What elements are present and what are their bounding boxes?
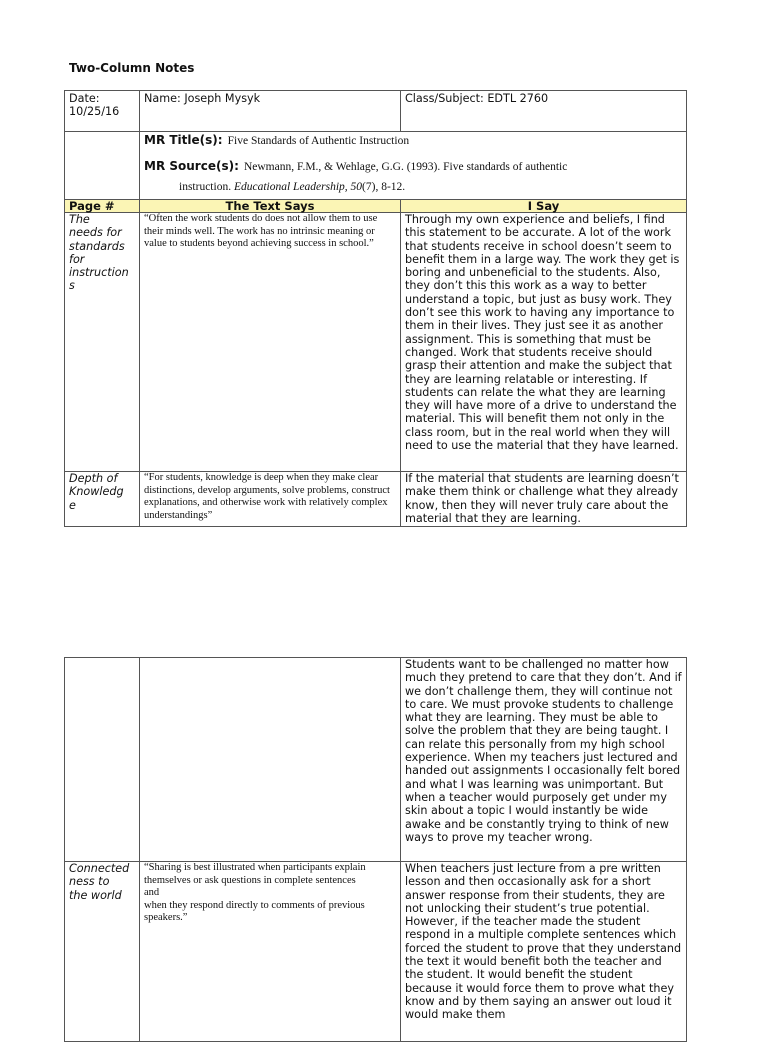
page-cell [65,213,140,472]
notes-table-page1 [64,90,687,527]
text-line: speakers.” [144,912,188,924]
text-says-cell: “For students, knowledge is deep when they make clear distinctions, develop arguments, solve problems, construct explanations, and otherwise work with relatively complex understandings” [140,472,401,527]
i-say-cell: If the material that students are learning doesn’t make them think or challenge what they already know, then they will never truly care about the material that they are learning. [401,472,687,527]
page-line: for [69,252,85,266]
text-says-cell: “Often the work students do does not allow them to use their minds well. The work has no intrinsic meaning or value to students beyond achieving success in school.” [140,213,401,472]
page-line: s [69,279,75,293]
page-line: the world [69,888,122,902]
mr-source-value: Newmann, F.M., & Wehlage, G.G. (1993). Five standards of authentic [243,161,568,173]
page-cell [65,658,140,862]
text-line: “Sharing is best illustrated when participants explain [144,862,366,873]
text-says-cell [140,658,401,862]
citation-line [144,180,682,194]
i-say-cell: Through my own experience and beliefs, I find this statement to be accurate. A lot of the work that students receive in school doesn’t seem to benefit them in a large way. The work they get is boring and unbeneficial to the students. Also, they don’t this this work as a way to better understand a topic, but just as busy work. They don’t see this work to having any importance to them in their lives. They just see it as another assignment. This is something that must be changed. Work that students receive should grasp their attention and make the subject that they are learning relatable or interesting. If students can relate the what they are learning they will have more of a drive to understand the material. This will benefit them not only in the class room, but in the real world when they will need to use the material that they have learned. [401,213,687,472]
citation-plain: instruction. [179,181,232,193]
citation-journal: Educational Leadership, 50 [233,181,363,193]
page-line: needs for [69,226,122,240]
column-header-row [65,200,687,213]
document-title: Two-Column Notes [69,61,195,75]
mr-title-line [144,132,682,158]
mr-source-label: MR Source(s): [144,159,239,173]
citation-rest: (7), 8-12. [362,181,406,193]
date-value: 10/25/16 [69,105,120,119]
info-row [65,91,687,132]
text-line: and [144,887,160,899]
mr-empty-cell [65,132,140,200]
notes-table-page2 [64,657,687,1042]
mr-title-label: MR Title(s): [144,133,223,147]
table-row [65,658,687,862]
page-line: Knowledg [69,485,124,499]
mr-cell [140,132,687,200]
text-says-cell [140,862,401,1042]
table-row [65,213,687,472]
date-label: Date: [69,92,100,105]
text-line: themselves or ask questions in complete sentences [144,874,356,886]
col-text-says-header: The Text Says [140,200,401,213]
page-line: Connected [69,862,130,875]
mr-title-value: Five Standards of Authentic Instruction [227,135,410,147]
page-line: standards [69,239,125,253]
page-cell [65,472,140,527]
page-line: instruction [69,266,129,280]
col-i-say-header: I Say [401,200,687,213]
page-line: The [69,213,90,226]
page-line: Depth of [69,472,118,485]
mr-row [65,132,687,200]
page-line: e [69,498,76,512]
table-row [65,472,687,527]
class-subject: Class/Subject: EDTL 2760 [405,92,549,105]
page-line: ness to [69,875,110,889]
mr-source-line [144,158,682,180]
class-cell [401,91,687,132]
col-page-header: Page # [65,200,140,213]
text-line: when they respond directly to comments of previous [144,899,365,911]
date-cell [65,91,140,132]
table-row [65,862,687,1042]
i-say-cell: When teachers just lecture from a pre written lesson and then occasionally ask for a short answer response from their students, they are not unlocking their student’s true potential. However, if the teacher made the student respond in a multiple complete sentences which forced the student to prove that they understand the text it would benefit both the teacher and the student. It would benefit the student because it would force them to prove what they know and by them saying an answer out loud it would make them [401,862,687,1042]
name-cell [140,91,401,132]
page-cell [65,862,140,1042]
student-name: Name: Joseph Mysyk [144,92,261,105]
i-say-cell: Students want to be challenged no matter how much they pretend to care that they don’t. And if we don’t challenge them, they will continue not to care. We must provoke students to challenge what they are learning. They must be able to solve the problem that they are being taught. I can relate this personally from my high school experience. When my teachers just lectured and handed out assignments I occasionally felt bored and what I was learning was unimportant. But when a teacher would purposely get under my skin about a topic I would instantly be wide awake and be constantly trying to think of new ways to prove my teacher wrong. [401,658,687,862]
